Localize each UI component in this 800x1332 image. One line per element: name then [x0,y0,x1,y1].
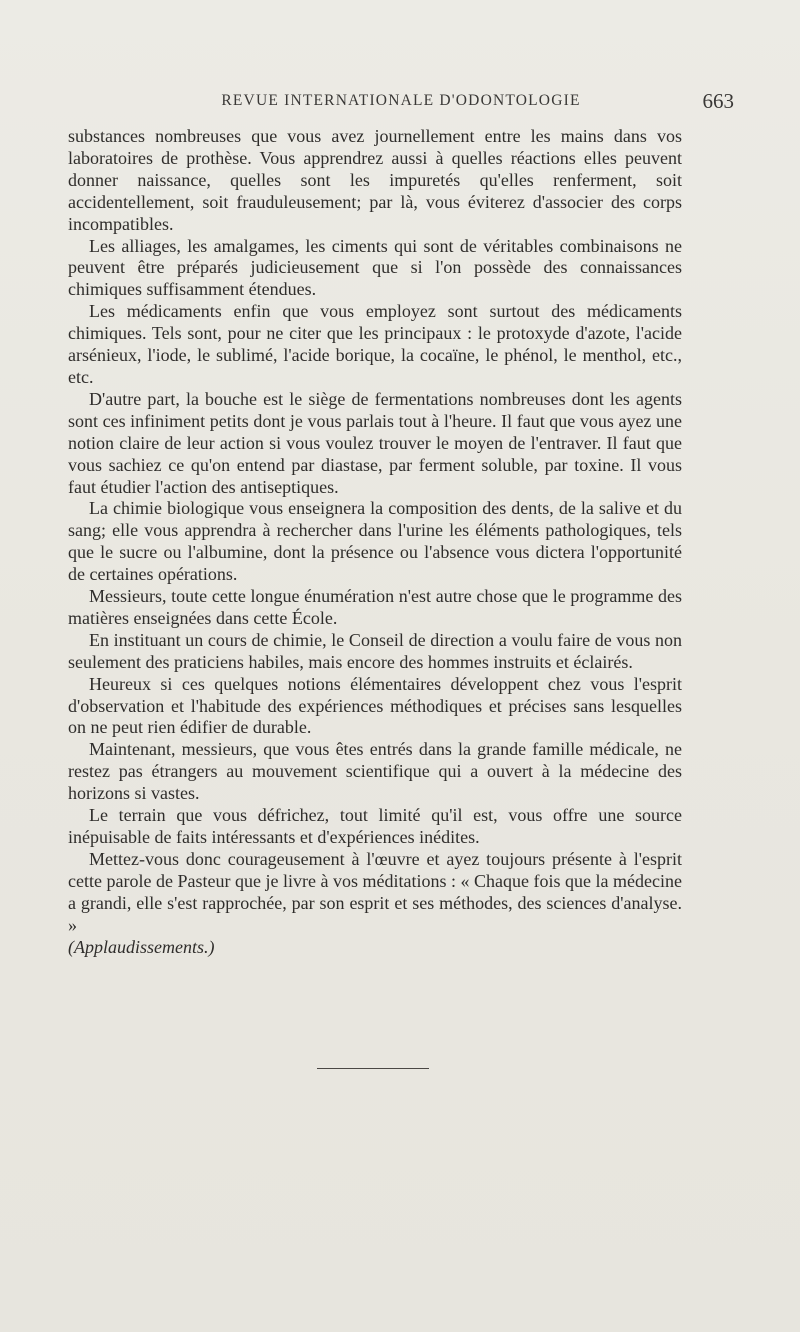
paragraph-alloys: Les alliages, les amalgames, les ciments qui sont de véritables combinaisons ne peuvent être préparés judicieusement que si l'on possède des connaissances chimiques suffisamment étendues. [68,235,682,300]
closing-rule [317,1068,429,1069]
running-head [68,89,734,118]
applause-note: (Applaudissements.) [68,936,215,957]
paragraph-laboratory-substances: substances nombreuses que vous avez journellement entre les mains dans vos laboratoires de prothèse. Vous apprendrez aussi à quelles réactions elles peuvent donner naissance, quelles sont les impuretés qu'elles renferment, soit accidentellement, soit frauduleusement; par là, vous éviterez d'associer des corps incompatibles. [68,126,682,234]
paragraph-pasteur: Mettez-vous donc courageusement à l'œuvre et ayez toujours présente à l'esprit cette parole de Pasteur que je livre à vos méditations : « Chaque fois que la médecine a grandi, elle s'est rapprochée, par son esprit et ses méthodes, des sciences d'analyse. » [68,848,682,935]
paragraph-biological-chemistry: La chimie biologique vous enseignera la composition des dents, de la salive et du sang; elle vous apprendra à rechercher dans l'urine les éléments pathologiques, tels que le sucre ou l'albumine, dont la présence ou l'absence vous dictera l'opportunité de certaines opérations. [68,498,682,585]
paragraph-medications: Les médicaments enfin que vous employez sont surtout des médicaments chimiques. Tels sont, pour ne citer que les principaux : le protoxyde d'azote, l'acide arsénieux, l'iode, le sublimé, l'acide borique, la cocaïne, le phénol, le menthol, etc., etc. [68,301,682,387]
journal-title: REVUE INTERNATIONALE D'ODONTOLOGIE [221,92,581,109]
paragraph-terrain: Le terrain que vous défrichez, tout limité qu'il est, vous offre une source inépuisable de faits intéressants et d'expériences inédites. [68,805,682,847]
article-body [68,126,682,958]
paragraph-chemistry-course: En instituant un cours de chimie, le Conseil de direction a voulu faire de vous non seulement des praticiens habiles, mais encore des hommes instruits et éclairés. [68,629,682,672]
paragraph-program: Messieurs, toute cette longue énumération n'est autre chose que le programme des matières enseignées dans cette École. [68,586,682,628]
paragraph-medical-family: Maintenant, messieurs, que vous êtes entrés dans la grande famille médicale, ne restez pas étrangers au mouvement scientifique qui a ouvert à la médecine des horizons si vastes. [68,739,682,804]
page-number: 663 [702,89,734,113]
paragraph-observation: Heureux si ces quelques notions élémentaires développent chez vous l'esprit d'observation et l'habitude des expériences méthodiques et précises sans lesquelles on ne peut rien édifier de durable. [68,673,682,738]
paragraph-fermentations: D'autre part, la bouche est le siège de fermentations nombreuses dont les agents sont ces infiniment petits dont je vous parlais tout à l'heure. Il faut que vous ayez une notion claire de leur action si vous voulez trouver le moyen de l'entraver. Il faut que vous sachiez ce qu'on entend par diastase, par ferment soluble, par toxine. Il vous faut étudier l'action des antiseptiques. [68,388,682,497]
